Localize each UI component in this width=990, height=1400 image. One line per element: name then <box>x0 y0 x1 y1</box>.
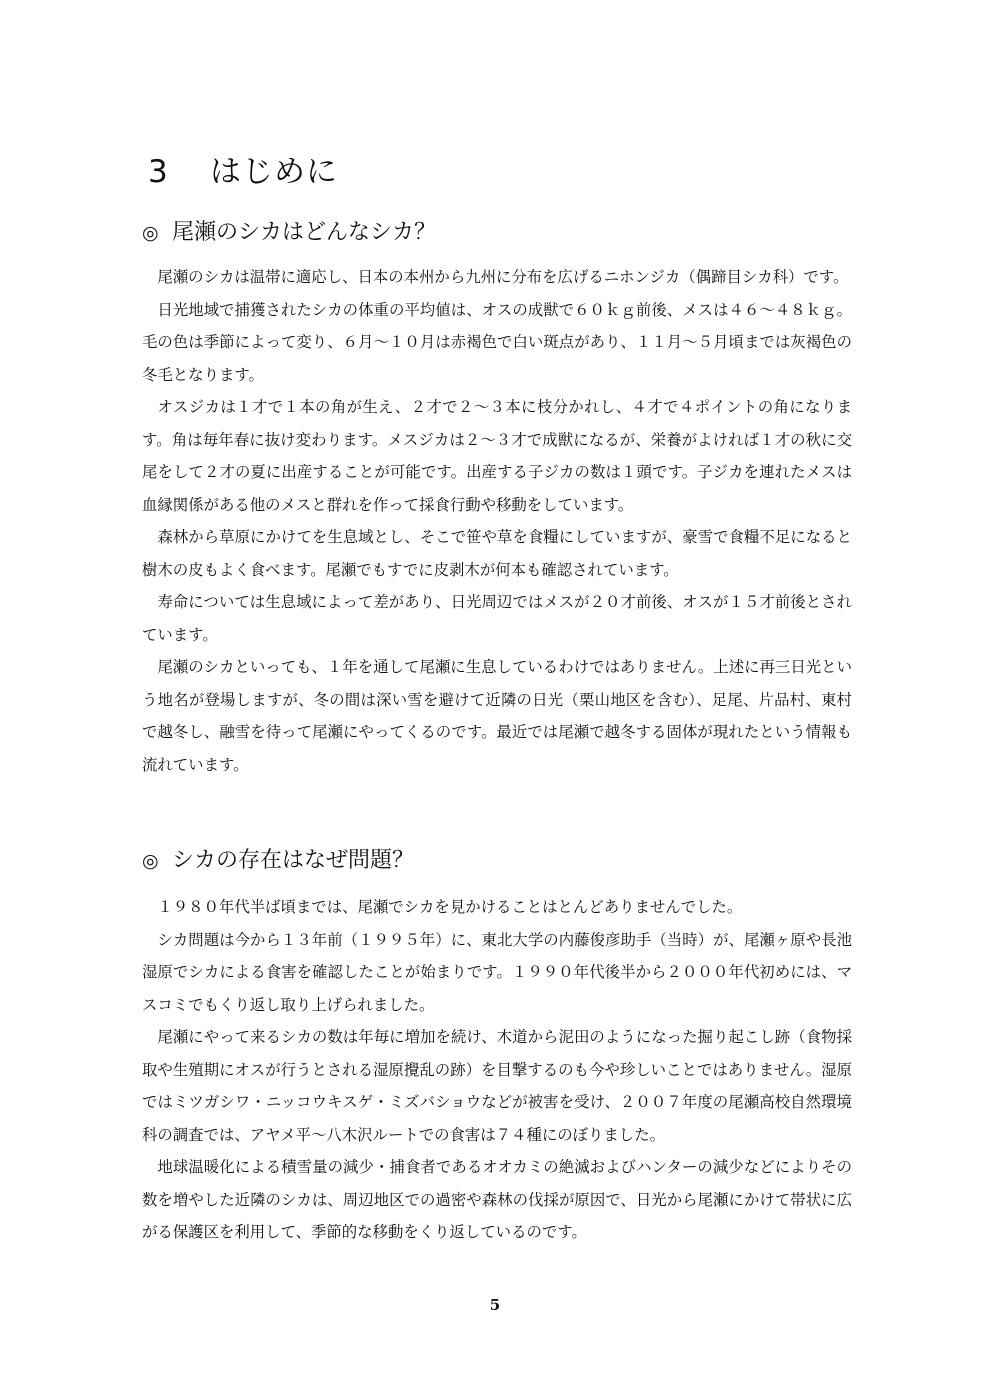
paragraph: 尾瀬にやって来るシカの数は年毎に増加を続け、木道から泥田のようになった掘り起こし跡（食物採取や生殖期にオスが行うとされる湿原攪乱の跡）を目撃するのも今や珍しいことではありません。湿原ではミツガシワ・ニッコウキスゲ・ミズバショウなどが被害を受け、２００７年度の尾瀬高校自然環境科の調査では、アヤメ平～八木沢ルートでの食害は７４種にのぼりました。 <box>142 1028 852 1144</box>
double-circle-bullet-icon: ◎ <box>142 222 159 244</box>
chapter-title-text: はじめに <box>210 154 338 190</box>
paragraph: 尾瀬のシカといっても、１年を通して尾瀬に生息しているわけではありません。上述に再三日光という地名が登場しますが、冬の間は深い雪を避けて近隣の日光（栗山地区を含む）、足尾、片品村、東村で越冬し、融雪を待って尾瀬にやってくるのです。最近では尾瀬で越冬する固体が現れたという情報も流れています。 <box>142 658 852 774</box>
paragraph: オスジカは１才で１本の角が生え、２才で２～３本に枝分かれし、４才で４ポイントの角になります。角は毎年春に抜け変わります。メスジカは２～３才で成獣になるが、栄養がよければ１才の秋に交尾をして２才の夏に出産することが可能です。出産する子ジカの数は１頭です。子ジカを連れたメスは血縁関係がある他のメスと群れを作って採食行動や移動をしています。 <box>142 398 852 514</box>
section-heading-text: シカの存在はなぜ問題？ <box>172 848 415 873</box>
page-number: 5 <box>489 1296 501 1314</box>
section-heading-text: 尾瀬のシカはどんなシカ？ <box>172 220 437 245</box>
paragraph: １９８０年代半ば頃までは、尾瀬でシカを見かけることはとんどありませんでした。 <box>157 898 743 916</box>
chapter-number: 3 <box>148 154 169 190</box>
paragraph: 日光地域で捕獲されたシカの体重の平均値は、オスの成獣で６０ｋｇ前後、メスは４６～４８ｋｇ。毛の色は季節によって変り、６月～１０月は赤褐色で白い斑点があり、１１月～５月頃までは灰褐色の冬毛となります。 <box>142 300 852 384</box>
chapter-title <box>148 150 338 194</box>
paragraph: 尾瀬のシカは温帯に適応し、日本の本州から九州に分布を広げるニホンジカ（偶蹄目シカ科）です。 <box>157 268 849 286</box>
paragraph: 寿命については生息域によって差があり、日光周辺ではメスが２０才前後、オスが１５才前後とされています。 <box>142 593 852 644</box>
paragraph: 森林から草原にかけてを生息域とし、そこで笹や草を食糧にしていますが、豪雪で食糧不足になると樹木の皮もよく食べます。尾瀬でもすでに皮剥木が何本も確認されています。 <box>142 528 852 579</box>
section-heading-deer-problem <box>142 846 414 876</box>
paragraph: シカ問題は今から１３年前（１９９５年）に、東北大学の内藤俊彦助手（当時）が、尾瀬ヶ原や長池湿原でシカによる食害を確認したことが始まりです。１９９０年代後半から２０００年代初めには、マスコミでもくり返し取り上げられました。 <box>142 930 852 1014</box>
section-heading-deer-profile <box>142 218 436 248</box>
section-body-deer-profile <box>142 261 852 781</box>
paragraph: 地球温暖化による積雪量の減少・捕食者であるオオカミの絶滅およびハンターの減少などによりその数を増やした近隣のシカは、周辺地区での過密や森林の伐採が原因で、日光から尾瀬にかけて帯状に広がる保護区を利用して、季節的な移動をくり返しているのです。 <box>142 1158 852 1241</box>
section-body-deer-problem <box>142 891 852 1249</box>
double-circle-bullet-icon: ◎ <box>142 850 159 872</box>
